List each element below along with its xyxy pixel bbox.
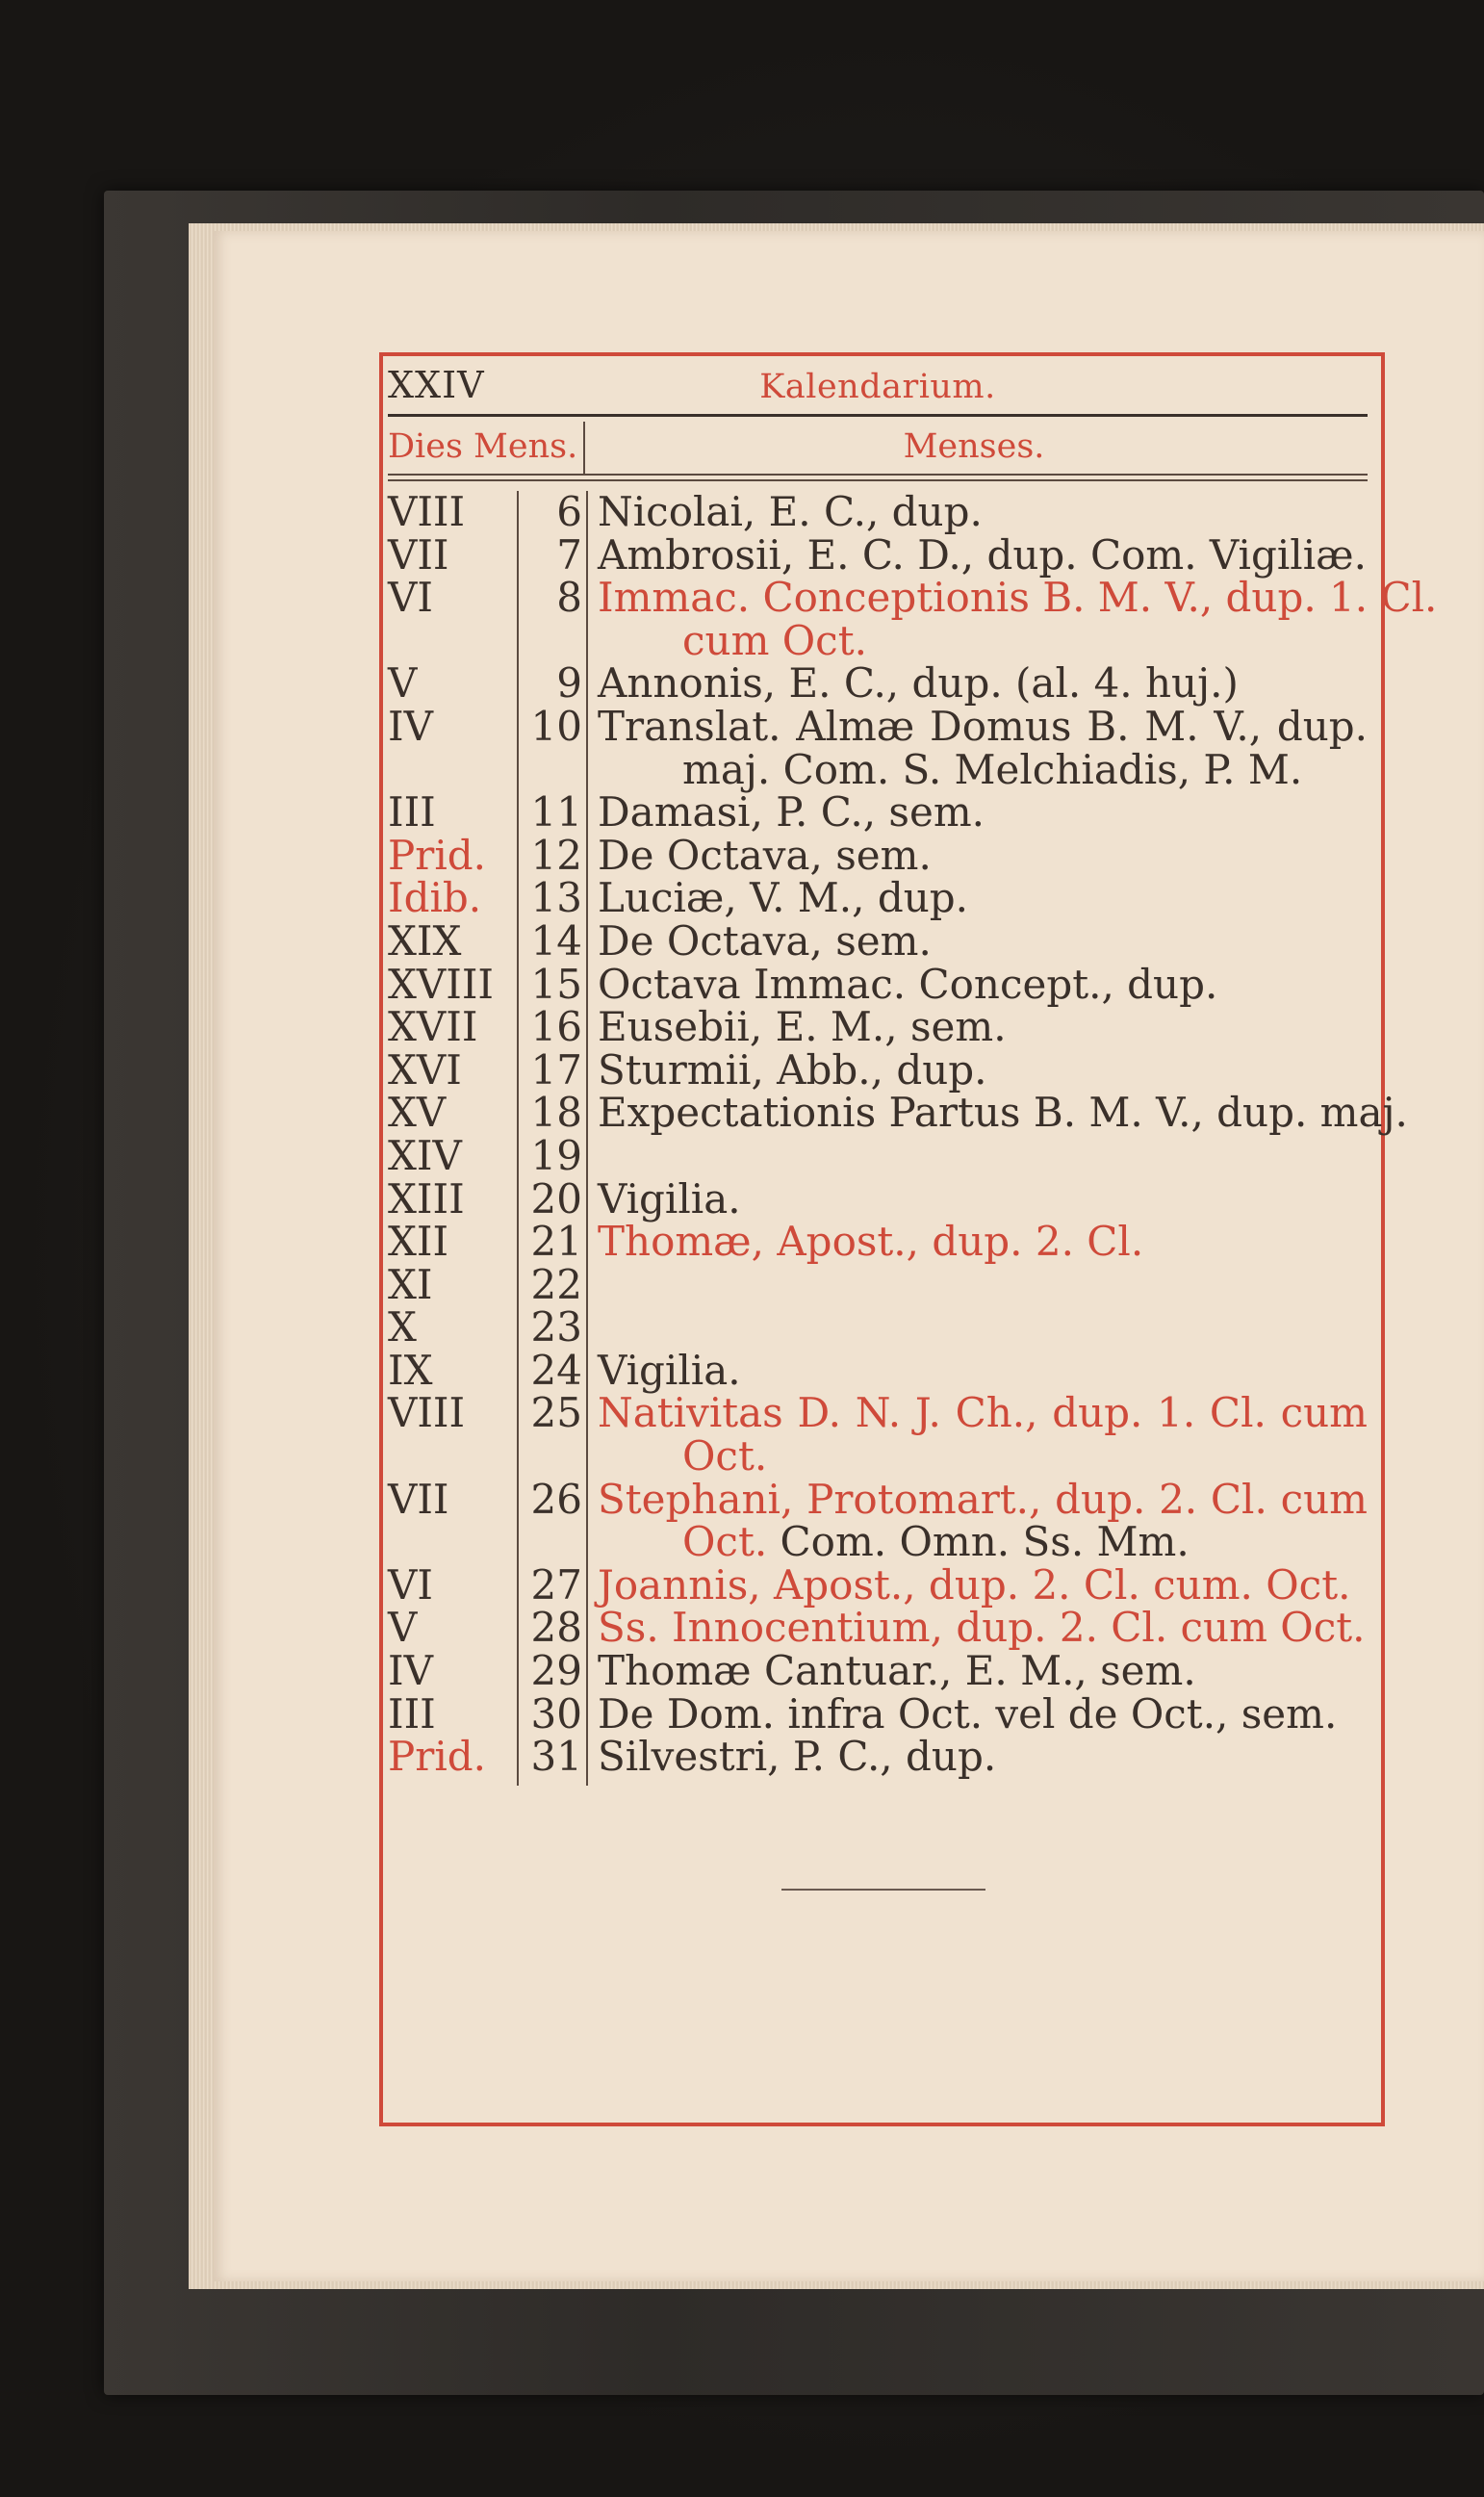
day-number: 6 <box>556 488 582 535</box>
feast-text: De Octava, sem. <box>598 831 932 879</box>
roman-day: VII <box>388 1475 449 1523</box>
feast-text: Thomæ Cantuar., E. M., sem. <box>598 1647 1196 1695</box>
day-number: 16 <box>530 1003 582 1051</box>
roman-day: XII <box>388 1218 449 1266</box>
feast-text <box>598 1264 1368 1307</box>
feast-entry <box>598 874 1368 922</box>
roman-day: V <box>388 659 418 708</box>
day-number: 23 <box>530 1303 582 1351</box>
feast-text: Stephani, Protomart., dup. 2. Cl. cum <box>598 1475 1368 1523</box>
calendar-row <box>388 1218 1368 1266</box>
feast-entry <box>598 1346 1368 1394</box>
roman-day: VIII <box>388 1389 466 1437</box>
feast-text-continued <box>598 1432 1368 1480</box>
day-number: 20 <box>530 1174 582 1223</box>
calendar-rows <box>388 488 1438 1781</box>
roman-day: VI <box>388 574 433 622</box>
double-rule-bottom <box>388 479 1368 481</box>
roman-day: VII <box>388 530 449 579</box>
feast-entry <box>598 1389 1368 1480</box>
calendar-row <box>388 874 1368 922</box>
calendar-row <box>388 1174 1368 1223</box>
calendar-row <box>388 916 1368 965</box>
header-column-divider <box>583 422 585 476</box>
roman-day: VI <box>388 1560 433 1609</box>
feast-entry <box>598 1218 1368 1266</box>
calendar-row <box>388 831 1368 879</box>
feast-text: Vigilia. <box>598 1346 741 1394</box>
feast-text: Nicolai, E. C., dup. <box>598 488 983 535</box>
feast-text-continued <box>598 616 1368 664</box>
day-number: 10 <box>530 702 582 750</box>
day-number: 27 <box>530 1560 582 1609</box>
roman-day: X <box>388 1303 417 1351</box>
feast-entry <box>598 916 1368 965</box>
feast-text: Thomæ, Apost., dup. 2. Cl. <box>598 1218 1144 1266</box>
header-rule <box>388 414 1368 417</box>
day-number: 14 <box>530 916 582 965</box>
calendar-row <box>388 1003 1368 1051</box>
day-number: 7 <box>556 530 582 579</box>
day-number: 11 <box>530 788 582 837</box>
day-number: 12 <box>530 831 582 879</box>
day-number: 22 <box>530 1260 582 1308</box>
day-number: 28 <box>530 1604 582 1652</box>
day-number: 8 <box>556 574 582 622</box>
feast-entry <box>598 831 1368 879</box>
feast-entry <box>598 1003 1368 1051</box>
calendar-row <box>388 1389 1368 1480</box>
calendar-row <box>388 1733 1368 1781</box>
roman-day: XV <box>388 1089 447 1137</box>
calendar-row <box>388 1303 1368 1351</box>
day-number: 30 <box>530 1689 582 1738</box>
feast-text: Silvestri, P. C., dup. <box>598 1733 997 1781</box>
feast-entry <box>598 1560 1368 1609</box>
calendar-row <box>388 702 1368 793</box>
calendar-row <box>388 1089 1408 1137</box>
roman-day: XVII <box>388 1003 478 1051</box>
roman-day: Prid. <box>388 831 487 879</box>
roman-day: XVIII <box>388 960 495 1008</box>
feast-text: Octava Immac. Concept., dup. <box>598 960 1218 1008</box>
feast-entry <box>598 1135 1368 1178</box>
feast-entry <box>598 1647 1368 1695</box>
day-number: 19 <box>530 1131 582 1179</box>
roman-day: XIII <box>388 1174 465 1223</box>
calendar-row <box>388 1260 1368 1308</box>
feast-entry <box>598 1264 1368 1307</box>
feast-entry <box>598 530 1368 579</box>
feast-text: Expectationis Partus B. M. V., dup. maj. <box>598 1089 1408 1137</box>
calendar-row <box>388 1131 1368 1179</box>
feast-entry <box>598 1689 1368 1738</box>
calendar-row <box>388 530 1368 579</box>
calendar-row <box>388 1560 1368 1609</box>
feast-text: Sturmii, Abb., dup. <box>598 1045 987 1094</box>
calendar-row <box>388 1647 1368 1695</box>
page-folio: XXIV <box>388 364 485 406</box>
feast-text: Translat. Almæ Domus B. M. V., dup. <box>598 702 1368 750</box>
feast-text: De Octava, sem. <box>598 916 932 965</box>
day-number: 15 <box>530 960 582 1008</box>
double-rule-top <box>388 474 1368 476</box>
roman-day: IV <box>388 702 433 750</box>
roman-day: VIII <box>388 488 466 535</box>
feast-text: De Dom. infra Oct. vel de Oct., sem. <box>598 1689 1338 1738</box>
feast-continuation: Oct. <box>682 1432 768 1480</box>
roman-day: IX <box>388 1346 433 1394</box>
feast-text <box>598 1306 1368 1350</box>
day-number: 25 <box>530 1389 582 1437</box>
feast-text: Ss. Innocentium, dup. 2. Cl. cum Oct. <box>598 1604 1366 1652</box>
day-number: 29 <box>530 1647 582 1695</box>
day-number: 21 <box>530 1218 582 1266</box>
day-number: 13 <box>530 874 582 922</box>
roman-day: Prid. <box>388 1733 487 1781</box>
day-number: 24 <box>530 1346 582 1394</box>
calendar-row <box>388 960 1368 1008</box>
calendar-row <box>388 1045 1368 1094</box>
calendar-row <box>388 1689 1368 1738</box>
feast-entry <box>598 488 1368 535</box>
feast-entry <box>598 1475 1368 1566</box>
roman-day: IV <box>388 1647 433 1695</box>
feast-text: Immac. Conceptionis B. M. V., dup. 1. Cl. <box>598 574 1438 622</box>
feast-entry <box>598 659 1368 708</box>
feast-commemoration: Com. Omn. Ss. Mm. <box>780 1518 1190 1566</box>
feast-text: Eusebii, E. M., sem. <box>598 1003 1007 1051</box>
roman-day: XIV <box>388 1131 462 1179</box>
page-title: Kalendarium. <box>759 368 996 406</box>
feast-text: Damasi, P. C., sem. <box>598 788 985 837</box>
roman-day: III <box>388 788 436 837</box>
calendar-row <box>388 488 1368 535</box>
calendar-row <box>388 1475 1368 1566</box>
feast-continuation: maj. Com. S. Melchiadis, P. M. <box>682 745 1303 793</box>
feast-text-continued <box>598 1518 1368 1566</box>
feast-text-continued <box>598 745 1368 793</box>
calendar-row <box>388 574 1438 664</box>
day-number: 17 <box>530 1045 582 1094</box>
end-rule <box>781 1889 985 1891</box>
feast-entry <box>598 702 1368 793</box>
feast-entry <box>598 1089 1408 1137</box>
roman-day: V <box>388 1604 418 1652</box>
feast-entry <box>598 1306 1368 1350</box>
day-number: 26 <box>530 1475 582 1523</box>
feast-entry <box>598 1604 1368 1652</box>
feast-entry <box>598 1174 1368 1223</box>
feast-entry <box>598 788 1368 837</box>
feast-entry <box>598 1733 1368 1781</box>
feast-entry <box>598 960 1368 1008</box>
calendar-row <box>388 788 1368 837</box>
feast-text: Luciæ, V. M., dup. <box>598 874 968 922</box>
day-number: 18 <box>530 1089 582 1137</box>
roman-day: III <box>388 1689 436 1738</box>
day-number: 9 <box>556 659 582 708</box>
roman-day: XVI <box>388 1045 462 1094</box>
feast-text <box>598 1135 1368 1178</box>
column-headers <box>388 422 1368 476</box>
calendar-row <box>388 1346 1368 1394</box>
feast-continuation: Oct. <box>682 1518 768 1566</box>
feast-text: Vigilia. <box>598 1174 741 1223</box>
day-number: 31 <box>530 1733 582 1781</box>
feast-text: Joannis, Apost., dup. 2. Cl. cum. Oct. <box>598 1560 1351 1609</box>
running-head <box>388 358 1368 412</box>
roman-day: XIX <box>388 916 462 965</box>
roman-day: XI <box>388 1260 433 1308</box>
feast-text: Nativitas D. N. J. Ch., dup. 1. Cl. cum <box>598 1389 1368 1437</box>
feast-text: Annonis, E. C., dup. (al. 4. huj.) <box>598 659 1239 708</box>
calendar-row <box>388 1604 1368 1652</box>
roman-day: Idib. <box>388 874 482 922</box>
feast-entry <box>598 574 1438 664</box>
column-header-dies: Dies Mens. <box>388 427 578 466</box>
feast-continuation: cum Oct. <box>682 616 867 664</box>
calendar-row <box>388 659 1368 708</box>
feast-entry <box>598 1045 1368 1094</box>
feast-text: Ambrosii, E. C. D., dup. Com. Vigiliæ. <box>598 530 1367 579</box>
column-header-menses: Menses. <box>903 427 1045 466</box>
